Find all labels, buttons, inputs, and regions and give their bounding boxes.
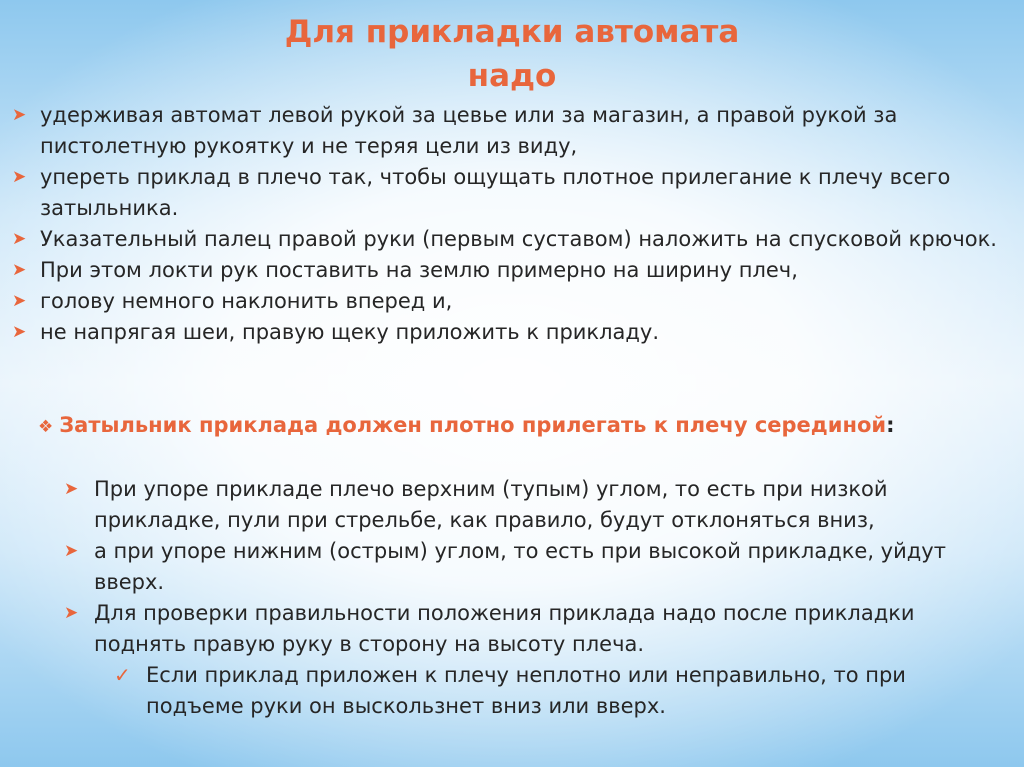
main-list-item-text: При этом локти рук поставить на землю примерно на ширину плеч, [40, 258, 798, 282]
arrow-bullet-icon: ➤ [64, 603, 79, 623]
section-heading [38, 408, 1018, 444]
arrow-bullet-icon: ➤ [12, 291, 27, 311]
main-list-item [10, 100, 1015, 162]
sub-bullet-list [60, 474, 990, 660]
section-heading-text: Затыльник приклада должен плотно прилегать к плечу серединой [59, 413, 887, 437]
sub-list-item [60, 598, 990, 660]
sub-list-item [60, 474, 990, 536]
sub-list-item [60, 536, 990, 598]
arrow-bullet-icon: ➤ [12, 167, 27, 187]
arrow-bullet-icon: ➤ [64, 541, 79, 561]
check-list-item-text: Если приклад приложен к плечу неплотно или неправильно, то при подъеме руки он выскользнет вниз или вверх. [146, 663, 906, 718]
section-heading-colon: : [886, 413, 895, 437]
main-list-item-text: удерживая автомат левой рукой за цевье или за магазин, а правой рукой за пистолетную рукоятку и не теряя цели из виду, [40, 103, 898, 158]
slide-title [0, 10, 1024, 98]
main-list-item-text: Указательный палец правой руки (первым суставом) наложить на спусковой крючок. [40, 227, 997, 251]
main-list-item-text: не напрягая шеи, правую щеку приложить к прикладу. [40, 320, 660, 344]
check-list-item [112, 660, 1006, 722]
arrow-bullet-icon: ➤ [12, 260, 27, 280]
main-bullet-list [10, 100, 1015, 348]
main-list-item [10, 255, 1015, 286]
main-list-item [10, 224, 1015, 255]
sub-list-item-text: а при упоре нижним (острым) углом, то есть при высокой прикладке, уйдут вверх. [94, 539, 946, 594]
check-bullet-icon: ✓ [114, 663, 131, 687]
main-list-item [10, 317, 1015, 348]
main-list-item-text: упереть приклад в плечо так, чтобы ощущать плотное прилегание к плечу всего затыльника. [40, 165, 951, 220]
sub-list-item-text: При упоре прикладе плечо верхним (тупым) углом, то есть при низкой прикладке, пули при стрельбе, как правило, будут отклоняться вниз, [94, 477, 888, 532]
slide-title-line-1: Для прикладки автомата [284, 14, 740, 50]
diamond-bullet-icon: ❖ [38, 417, 54, 437]
slide-title-line-2: надо [467, 58, 557, 94]
arrow-bullet-icon: ➤ [12, 229, 27, 249]
main-list-item [10, 162, 1015, 224]
main-list-item-text: голову немного наклонить вперед и, [40, 289, 453, 313]
main-list-item [10, 286, 1015, 317]
sub-list-item-text: Для проверки правильности положения приклада надо после прикладки поднять правую руку в сторону на высоту плеча. [94, 601, 915, 656]
arrow-bullet-icon: ➤ [64, 479, 79, 499]
arrow-bullet-icon: ➤ [12, 322, 27, 342]
arrow-bullet-icon: ➤ [12, 105, 27, 125]
